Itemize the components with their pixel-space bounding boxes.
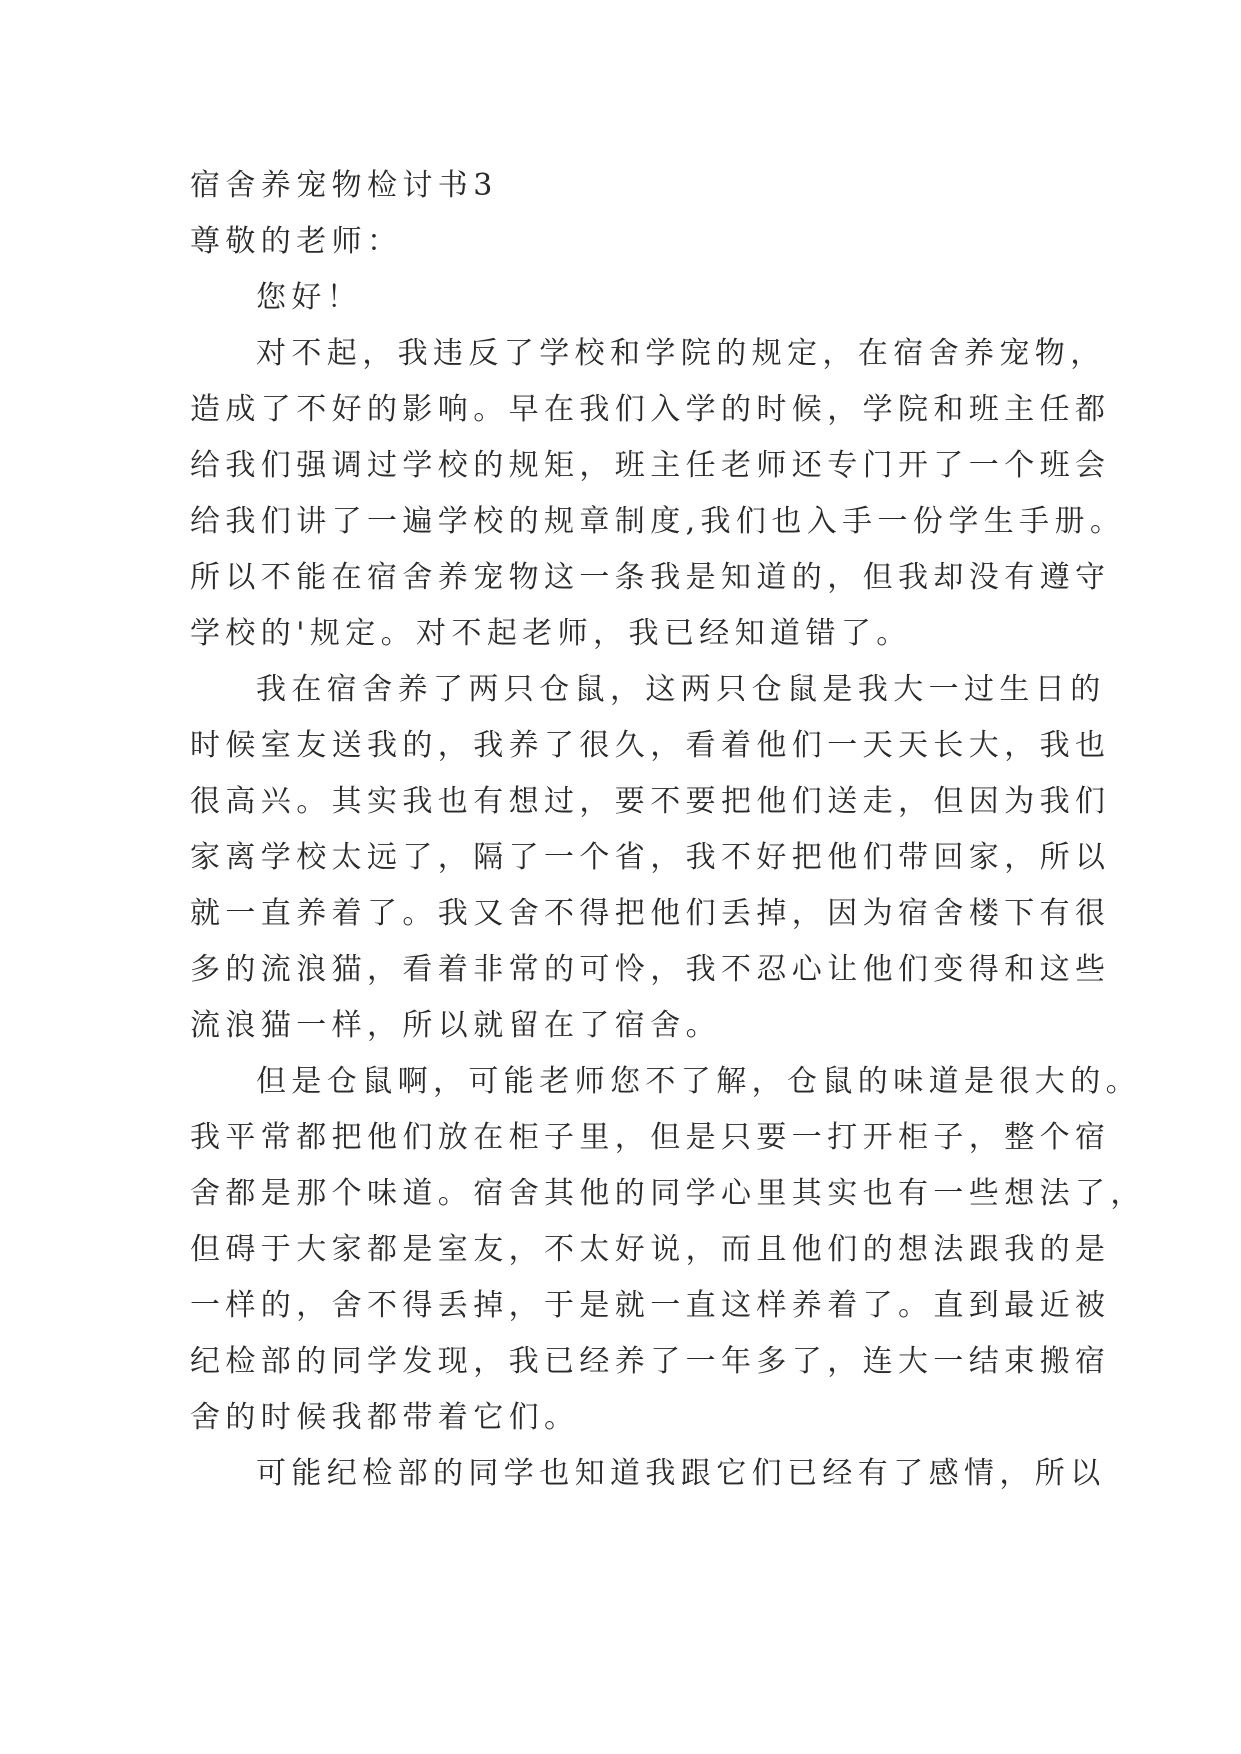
paragraph [190,1451,1106,1497]
paragraph-line: 可能纪检部的同学也知道我跟它们已经有了感情，所以 [256,1456,1106,1491]
paragraph-line: 学校的'规定。对不起老师，我已经知道错了。 [190,616,912,651]
paragraph-line: 多的流浪猫，看着非常的可怜，我不忍心让他们变得和这些 [190,952,1111,987]
paragraph-line: 我在宿舍养了两只仓鼠，这两只仓鼠是我大一过生日的 [256,672,1106,707]
paragraph-line: 给我们讲了一遍学校的规章制度,我们也入手一份学生手册。 [190,504,1126,539]
paragraph-line: 我平常都把他们放在柜子里，但是只要一打开柜子，整个宿 [190,1120,1111,1155]
paragraph [190,331,1126,657]
document-title: 宿舍养宠物检讨书3 [190,168,498,203]
paragraph-line: 造成了不好的影响。早在我们入学的时候，学院和班主任都 [190,392,1111,427]
paragraph-line: 家离学校太远了，隔了一个省，我不好把他们带回家，所以 [190,840,1111,875]
paragraph-line: 给我们强调过学校的规矩，班主任老师还专门开了一个班会 [190,448,1111,483]
paragraph-line: 时候室友送我的，我养了很久，看着他们一天天长大，我也 [190,728,1111,763]
document-body [190,163,1146,1507]
paragraph-line: 舍都是那个味道。宿舍其他的同学心里其实也有一些想法了， [190,1176,1146,1211]
greeting: 您好！ [256,280,363,315]
salutation: 尊敬的老师： [190,224,403,259]
paragraph-line: 很高兴。其实我也有想过，要不要把他们送走，但因为我们 [190,784,1111,819]
paragraph [190,1059,1146,1441]
paragraph [190,667,1111,1049]
paragraph-line: 就一直养着了。我又舍不得把他们丢掉，因为宿舍楼下有很 [190,896,1111,931]
paragraph-line: 但是仓鼠啊，可能老师您不了解，仓鼠的味道是很大的。 [256,1064,1141,1099]
paragraph-line: 纪检部的同学发现，我已经养了一年多了，连大一结束搬宿 [190,1344,1111,1379]
paragraph-line: 流浪猫一样，所以就留在了宿舍。 [190,1008,721,1043]
paragraph-line: 所以不能在宿舍养宠物这一条我是知道的，但我却没有遵守 [190,560,1111,595]
paragraph-line: 对不起，我违反了学校和学院的规定，在宿舍养宠物， [256,336,1106,371]
paragraph-line: 但碍于大家都是室友，不太好说，而且他们的想法跟我的是 [190,1232,1111,1267]
paragraph-line: 一样的，舍不得丢掉，于是就一直这样养着了。直到最近被 [190,1288,1111,1323]
paragraph-line: 舍的时候我都带着它们。 [190,1400,580,1435]
